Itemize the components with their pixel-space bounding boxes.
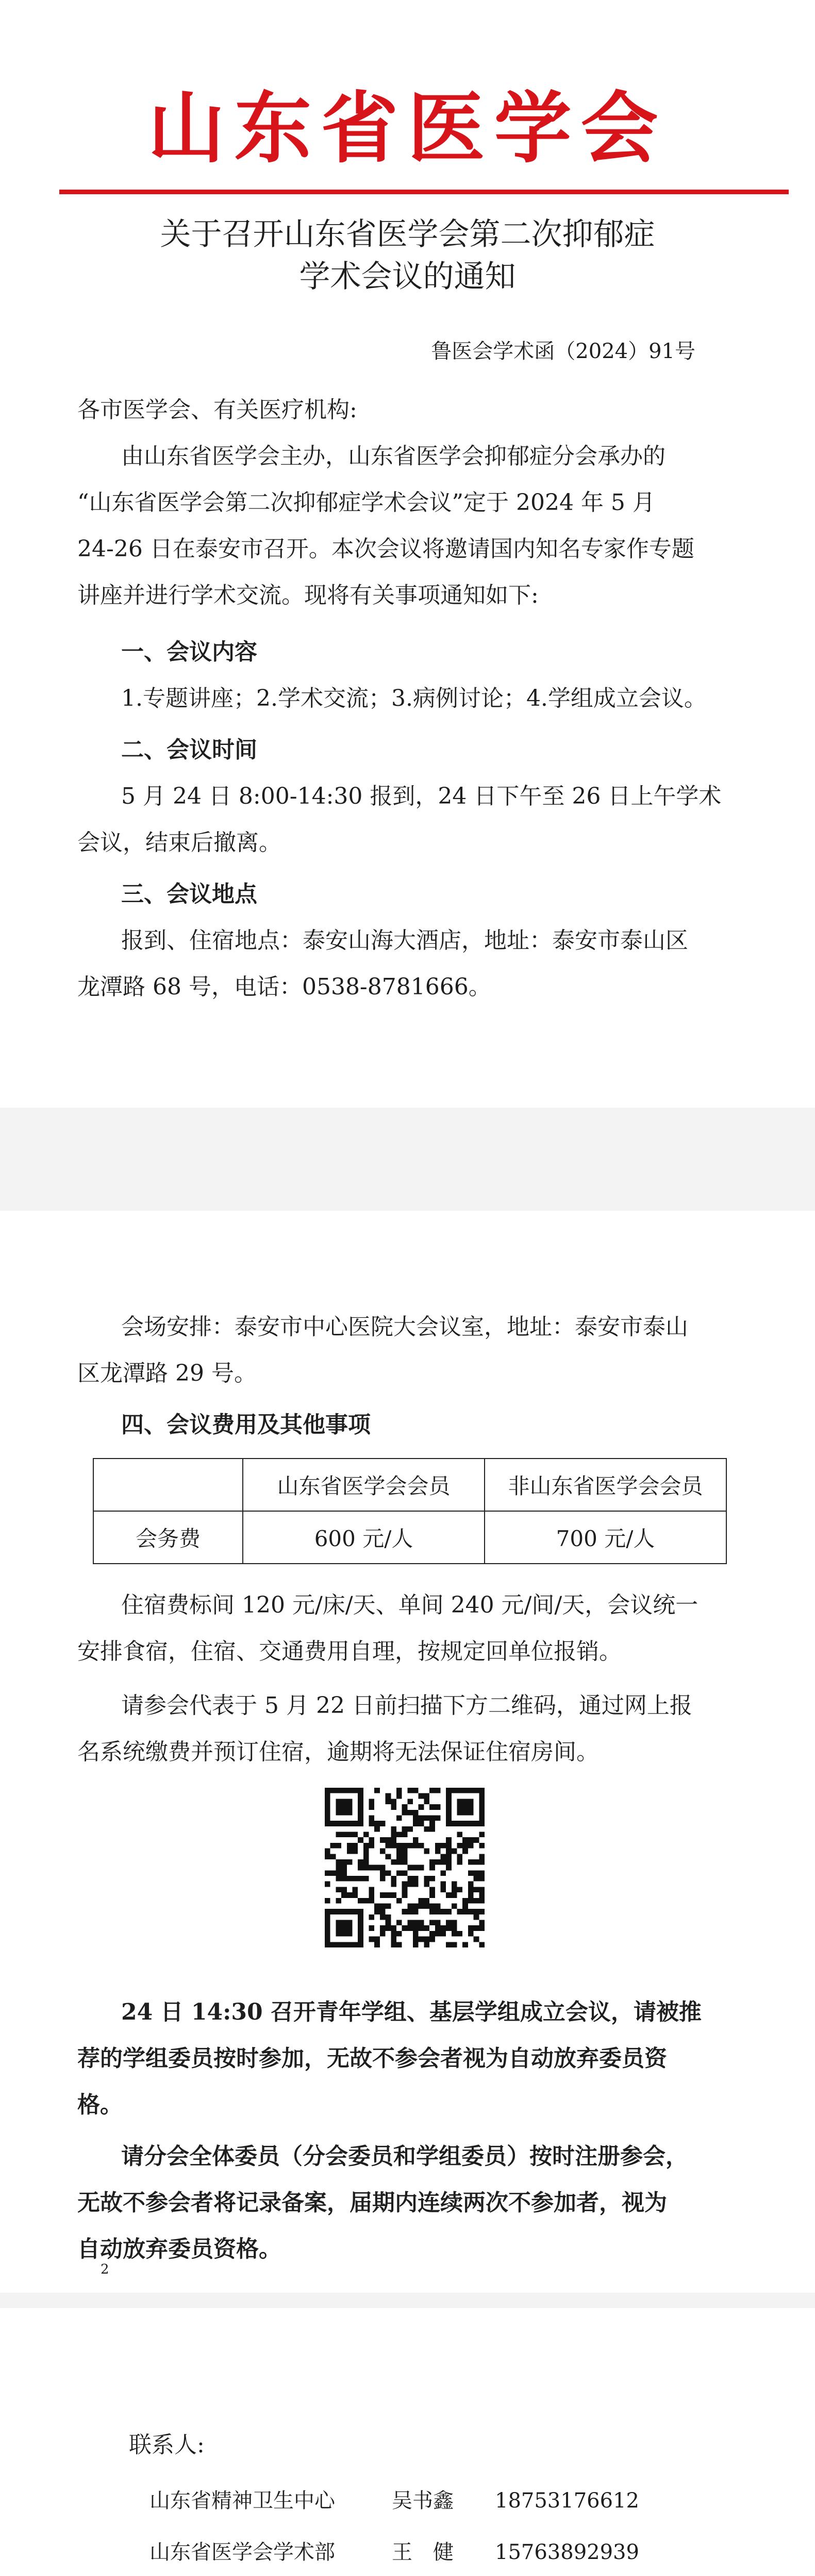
- page-number: 2: [101, 2262, 109, 2277]
- intro-line: 讲座并进行学术交流。现将有关事项通知如下:: [77, 582, 539, 608]
- venue-line: 会场安排：泰安市中心医院大会议室，地址：泰安市泰山: [121, 1314, 688, 1340]
- lodging-line: 安排食宿，住宿、交通费用自理，按规定回单位报销。: [77, 1638, 622, 1665]
- venue-line: 区龙潭路 29 号。: [77, 1360, 257, 1386]
- lodging-line: 住宿费标间 120 元/床/天、单间 240 元/间/天，会议统一: [121, 1592, 698, 1618]
- table-cell-member-fee: 600 元/人: [243, 1511, 485, 1564]
- table-cell-non-member-fee: 700 元/人: [485, 1511, 726, 1564]
- group-meeting-line: 格。: [77, 2092, 123, 2118]
- table-row: [93, 1511, 726, 1564]
- section-2-heading: 二、会议时间: [121, 737, 257, 763]
- section-4-heading: 四、会议费用及其他事项: [121, 1412, 371, 1438]
- table-header-member: 山东省医学会会员: [243, 1459, 485, 1511]
- contact-name: 王 健: [392, 2540, 454, 2564]
- notice-title-line-1: 关于召开山东省医学会第二次抑郁症: [160, 216, 655, 252]
- intro-line: 由山东省医学会主办，山东省医学会抑郁症分会承办的: [121, 443, 666, 469]
- qr-code-icon: [325, 1788, 485, 1947]
- table-cell: [93, 1459, 243, 1511]
- contact-phone: 15763892939: [495, 2540, 639, 2564]
- page-1: [0, 0, 815, 1108]
- salutation: 各市医学会、有关医疗机构:: [77, 397, 357, 423]
- contact-label: 联系人:: [129, 2432, 205, 2458]
- attendance-line: 自动放弃委员资格。: [77, 2236, 281, 2262]
- section-1-heading: 一、会议内容: [121, 639, 257, 665]
- section-3-body-line: 龙潭路 68 号，电话：0538-8781666。: [77, 974, 491, 1000]
- contact-unit: 山东省医学会学术部: [149, 2540, 335, 2564]
- registration-line: 请参会代表于 5 月 22 日前扫描下方二维码，通过网上报: [121, 1692, 692, 1719]
- section-3-heading: 三、会议地点: [121, 881, 257, 907]
- contact-name: 吴书鑫: [392, 2489, 454, 2513]
- section-2-body-line: 会议，结束后撤离。: [77, 829, 281, 856]
- table-header-non-member: 非山东省医学会会员: [485, 1459, 726, 1511]
- page-2: [0, 1211, 815, 2293]
- document-number: 鲁医会学术函（2024）91号: [431, 340, 695, 363]
- attendance-line: 请分会全体委员（分会委员和学组委员）按时注册参会，: [121, 2143, 688, 2170]
- letterhead-red-rule: [59, 190, 789, 194]
- table-row: [93, 1459, 726, 1511]
- intro-line: 24-26 日在泰安市召开。本次会议将邀请国内知名专家作专题: [77, 536, 694, 562]
- attendance-line: 无故不参会者将记录备案，届期内连续两次不参加者，视为: [77, 2190, 667, 2216]
- notice-title-line-2: 学术会议的通知: [299, 259, 516, 295]
- intro-line: “山东省医学会第二次抑郁症学术会议”定于 2024 年 5 月: [77, 489, 655, 516]
- group-meeting-line: 荐的学组委员按时参加，无故不参会者视为自动放弃委员资: [77, 2045, 667, 2072]
- table-cell-fee-label: 会务费: [93, 1511, 243, 1564]
- section-2-body-line: 5 月 24 日 8:00-14:30 报到，24 日下午至 26 日上午学术: [121, 783, 722, 809]
- page-3: [0, 2308, 815, 2576]
- contact-phone: 18753176612: [495, 2489, 639, 2513]
- contact-unit: 山东省精神卫生中心: [149, 2489, 335, 2513]
- group-meeting-line: 24 日 14:30 召开青年学组、基层学组成立会议，请被推: [121, 1999, 702, 2025]
- section-1-body: 1.专题讲座；2.学术交流；3.病例讨论；4.学组成立会议。: [121, 685, 707, 711]
- section-3-body-line: 报到、住宿地点：泰安山海大酒店，地址：泰安市泰山区: [121, 927, 688, 954]
- fee-table: [93, 1458, 727, 1564]
- registration-line: 名系统缴费并预订住宿，逾期将无法保证住宿房间。: [77, 1739, 599, 1765]
- registration-qr-code[interactable]: [325, 1788, 485, 1947]
- letterhead-org-name: 山东省医学会: [147, 84, 668, 174]
